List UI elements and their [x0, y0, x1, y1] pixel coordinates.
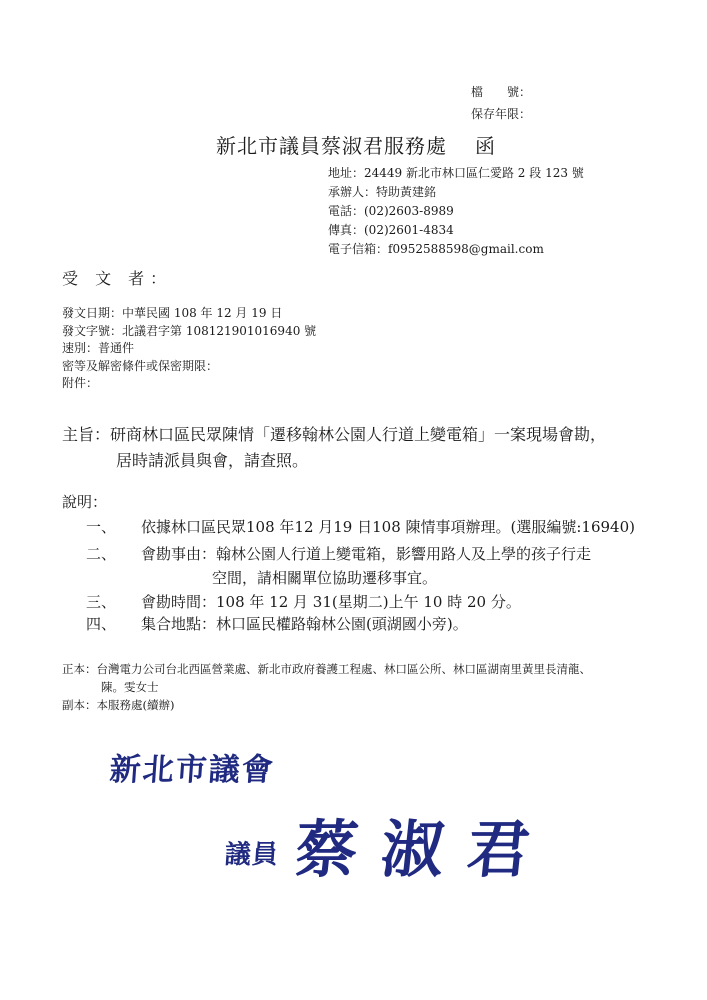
- meta-date: 發文日期：中華民國 108 年 12 月 19 日: [62, 306, 283, 320]
- explanation-item: [62, 613, 468, 634]
- explanation-item: [62, 543, 591, 564]
- explanation-item: [62, 516, 635, 537]
- receiver-label: 受 文 者：: [62, 269, 173, 288]
- meta-speed: 速別：普通件: [62, 341, 135, 355]
- retention-period-label: 保存年限：: [471, 107, 532, 121]
- name-char: 蔡: [291, 813, 362, 886]
- duplicate-recipients: 副本：本服務處(續辦): [62, 698, 175, 712]
- name-char: 淑: [377, 813, 448, 886]
- role-stamp: 議員: [223, 840, 280, 870]
- item-number: 一、: [86, 518, 117, 536]
- office-name: 新北市議員蔡淑君服務處: [216, 134, 447, 158]
- original-recipients: 正本：台灣電力公司台北西區營業處、新北市政府養護工程處、林口區公所、林口區湖南里黃里長清龍、: [62, 662, 591, 676]
- item-number: 二、: [86, 545, 117, 563]
- document-type: 函: [475, 134, 496, 158]
- subject-line-1: 主旨：研商林口區民眾陳情「遷移翰林公園人行道上變電箱」一案現場會勘，: [62, 425, 607, 444]
- name-stamp: [291, 800, 554, 889]
- contact-email: 電子信箱：f0952588598@gmail.com: [328, 242, 544, 256]
- meta-doc-number: 發文字號：北議君字第 108121901016940 號: [62, 323, 317, 338]
- meta-secrecy: 密等及解密條件或保密期限：: [62, 358, 219, 373]
- subject-line-2: 居時請派員與會，請查照。: [116, 451, 309, 470]
- item-text: 會勘時間：108 年 12 月 31(星期二)上午 10 時 20 分。: [141, 593, 521, 611]
- meta-attachment: 附件：: [62, 376, 99, 390]
- contact-phone: 電話：(02)2603-8989: [328, 204, 454, 218]
- item-text: 會勘事由：翰林公園人行道上變電箱，影響用路人及上學的孩子行走: [141, 545, 592, 563]
- item-text: 集合地點：林口區民權路翰林公園(頭湖國小旁)。: [141, 615, 468, 633]
- contact-address: 地址：24449 新北市林口區仁愛路 2 段 123 號: [328, 166, 584, 180]
- item-number: 三、: [86, 593, 117, 611]
- name-char: 君: [463, 813, 534, 886]
- original-recipients-continued: 陳。雯女士: [101, 680, 159, 694]
- contact-block: [328, 165, 584, 260]
- document-meta: [62, 305, 316, 393]
- file-number-label: 檔 號：: [471, 85, 532, 99]
- contact-handler: 承辦人：特助黃建銘: [328, 185, 437, 199]
- copies-block: [62, 660, 591, 714]
- explanation-label: 說明：: [62, 493, 108, 511]
- item-text-continued: 空間，請相關單位協助遷移事宜。: [212, 569, 438, 587]
- document-title: [216, 130, 496, 159]
- explanation-item: [62, 591, 521, 612]
- council-stamp: 新北市議會: [108, 752, 277, 788]
- contact-fax: 傳真：(02)2601-4834: [328, 223, 454, 237]
- item-number: 四、: [86, 615, 117, 633]
- item-text: 依據林口區民眾108 年12 月19 日108 陳情事項辦理。(選服編號:16940): [141, 518, 635, 536]
